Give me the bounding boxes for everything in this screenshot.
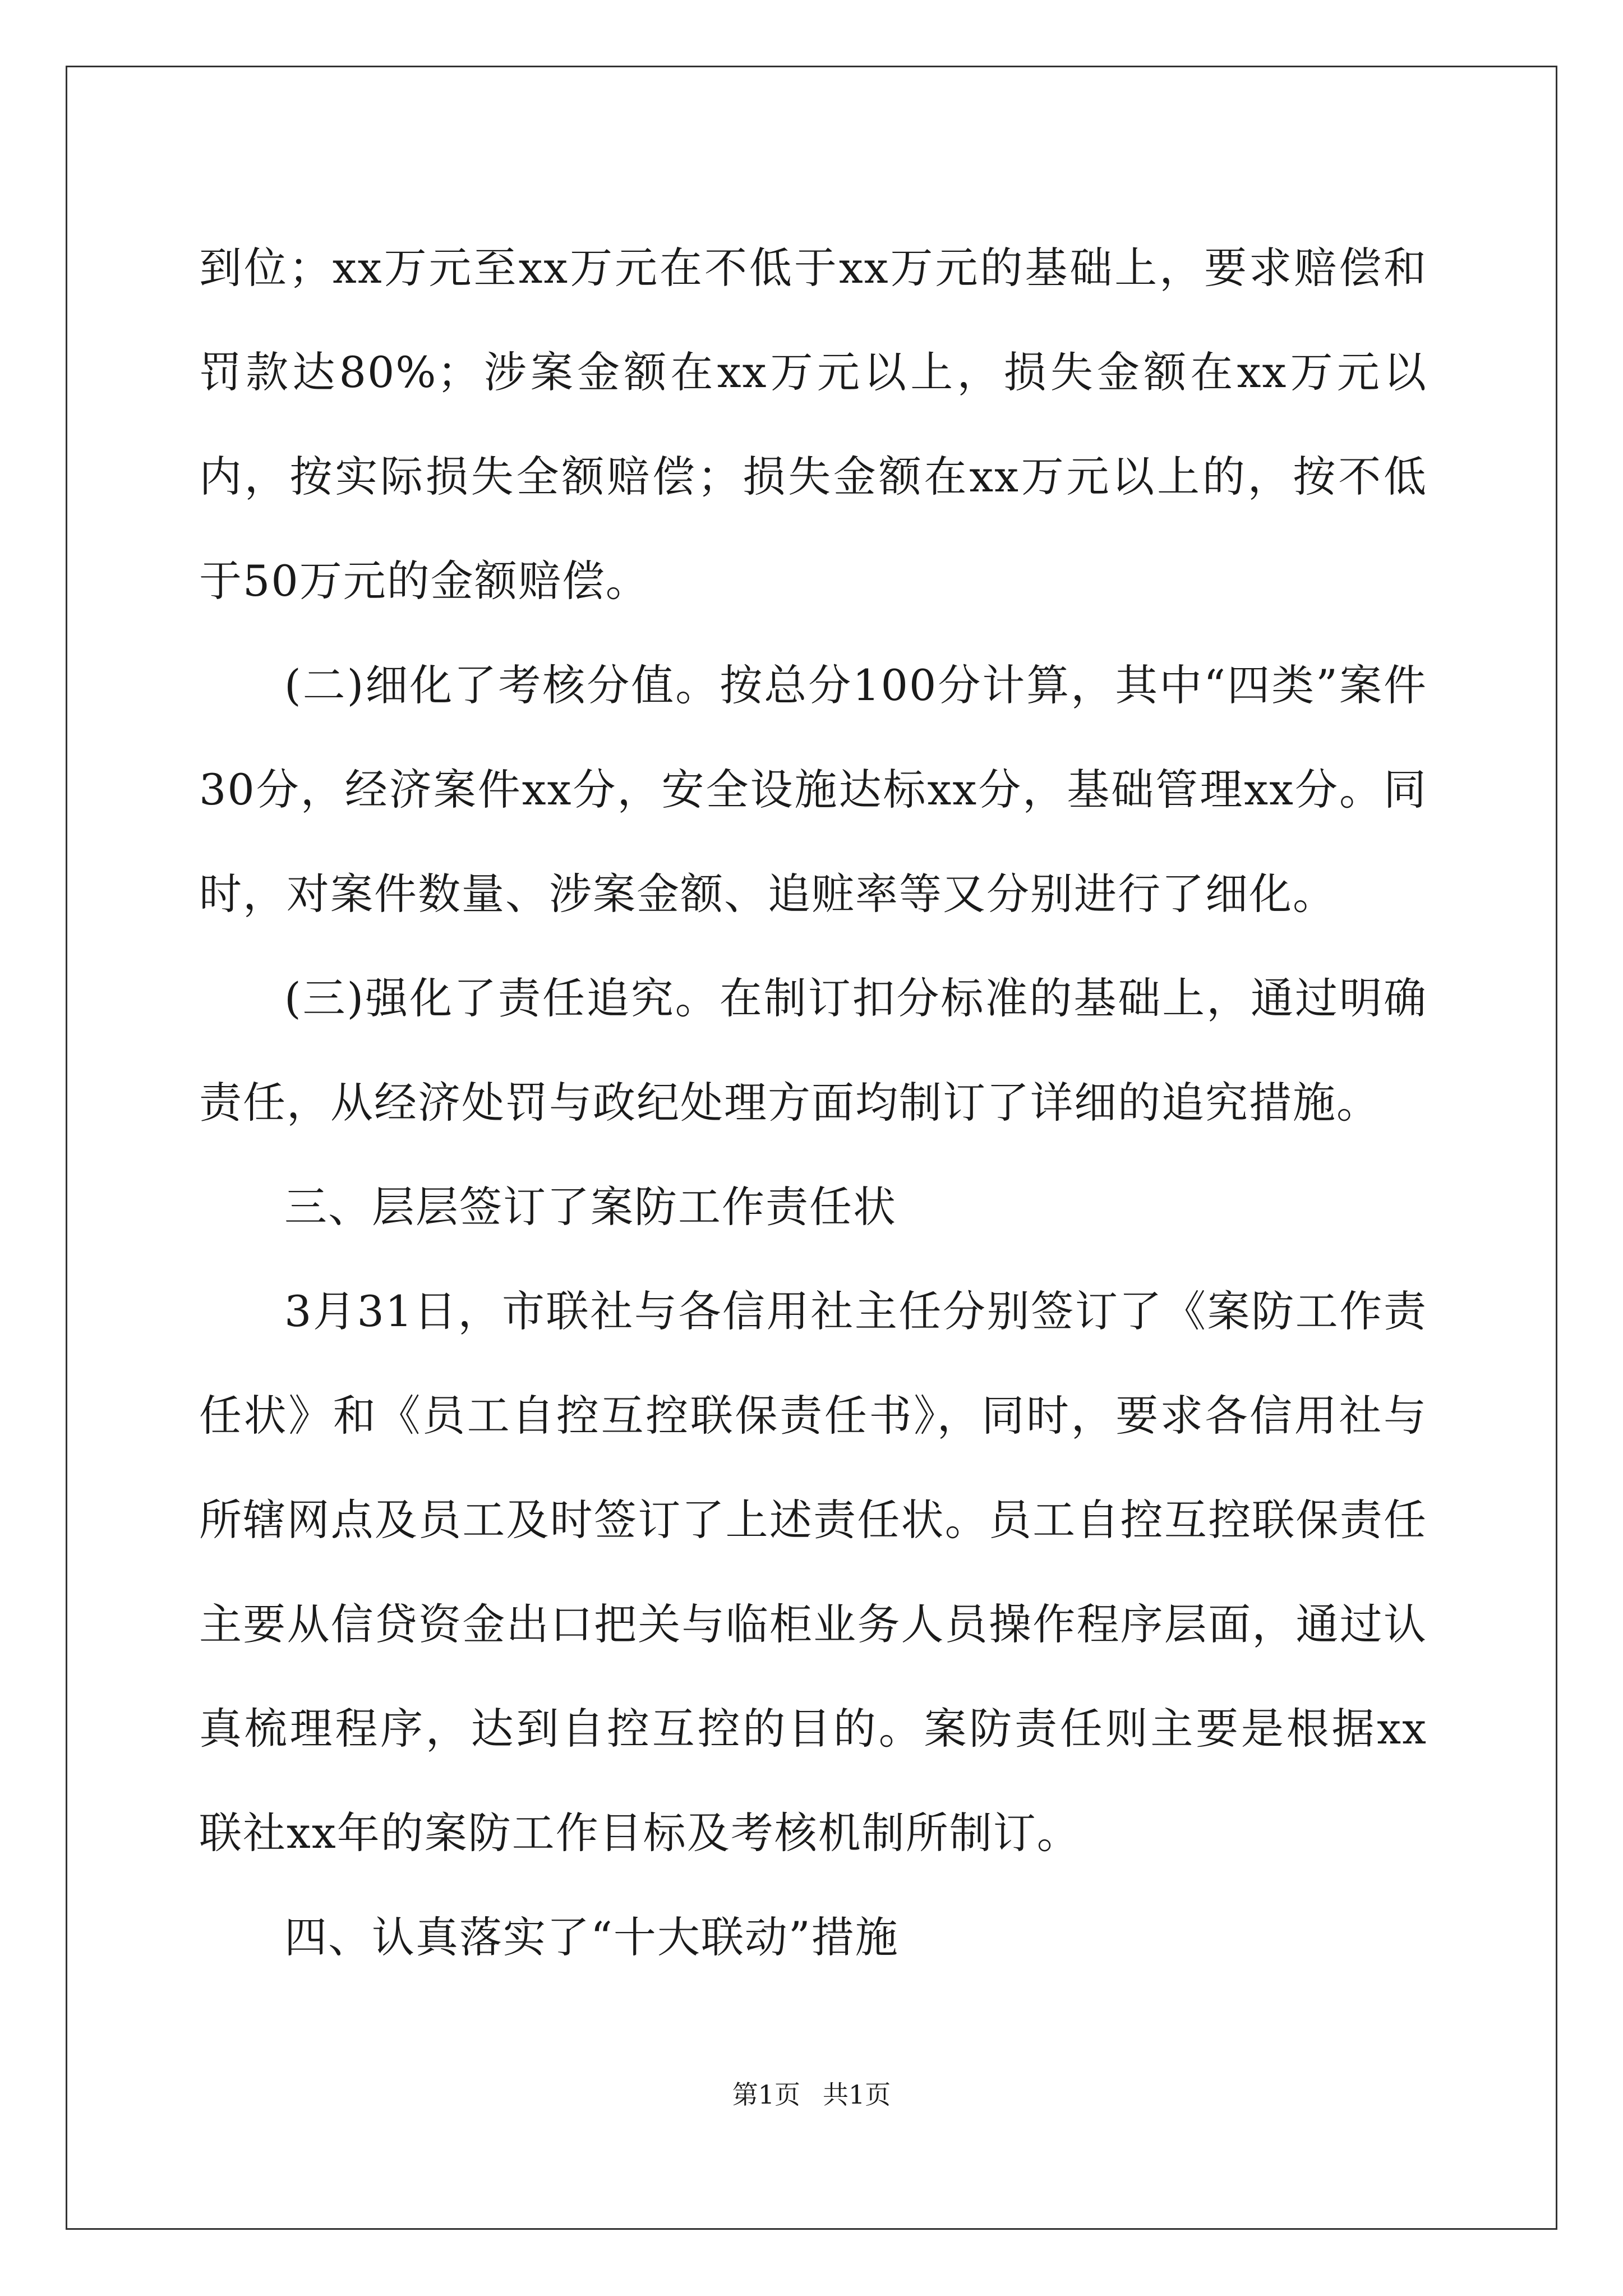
document-body <box>199 216 1427 1990</box>
paragraph: 到位；xx万元至xx万元在不低于xx万元的基础上，要求赔偿和罚款达80%；涉案金额在xx万元以上，损失金额在xx万元以内，按实际损失全额赔偿；损失金额在xx万元以上的，按不低于50万元的金额赔偿。 <box>199 243 1427 606</box>
section-heading: 四、认真落实了“十大联动”措施 <box>284 1912 899 1962</box>
page-number: 第1页 <box>732 2079 800 2110</box>
page-footer <box>0 2078 1623 2111</box>
paragraph: (二)细化了考核分值。按总分100分计算，其中“四类”案件30分，经济案件xx分，安全设施达标xx分，基础管理xx分。同时，对案件数量、涉案金额、追赃率等又分别进行了细化。 <box>199 660 1427 919</box>
paragraph: (三)强化了责任追究。在制订扣分标准的基础上，通过明确责任，从经济处罚与政纪处理方面均制订了详细的追究措施。 <box>199 973 1427 1128</box>
page-total: 共1页 <box>823 2079 891 2110</box>
section-heading: 三、层层签订了案防工作责任状 <box>284 1182 897 1232</box>
paragraph: 3月31日，市联社与各信用社主任分别签订了《案防工作责任状》和《员工自控互控联保责任书》，同时，要求各信用社与所辖网点及员工及时签订了上述责任状。员工自控互控联保责任主要从信贷资金出口把关与临柜业务人员操作程序层面，通过认真梳理程序，达到自控互控的目的。案防责任则主要是根据xx联社xx年的案防工作目标及考核机制所制订。 <box>199 1286 1427 1858</box>
